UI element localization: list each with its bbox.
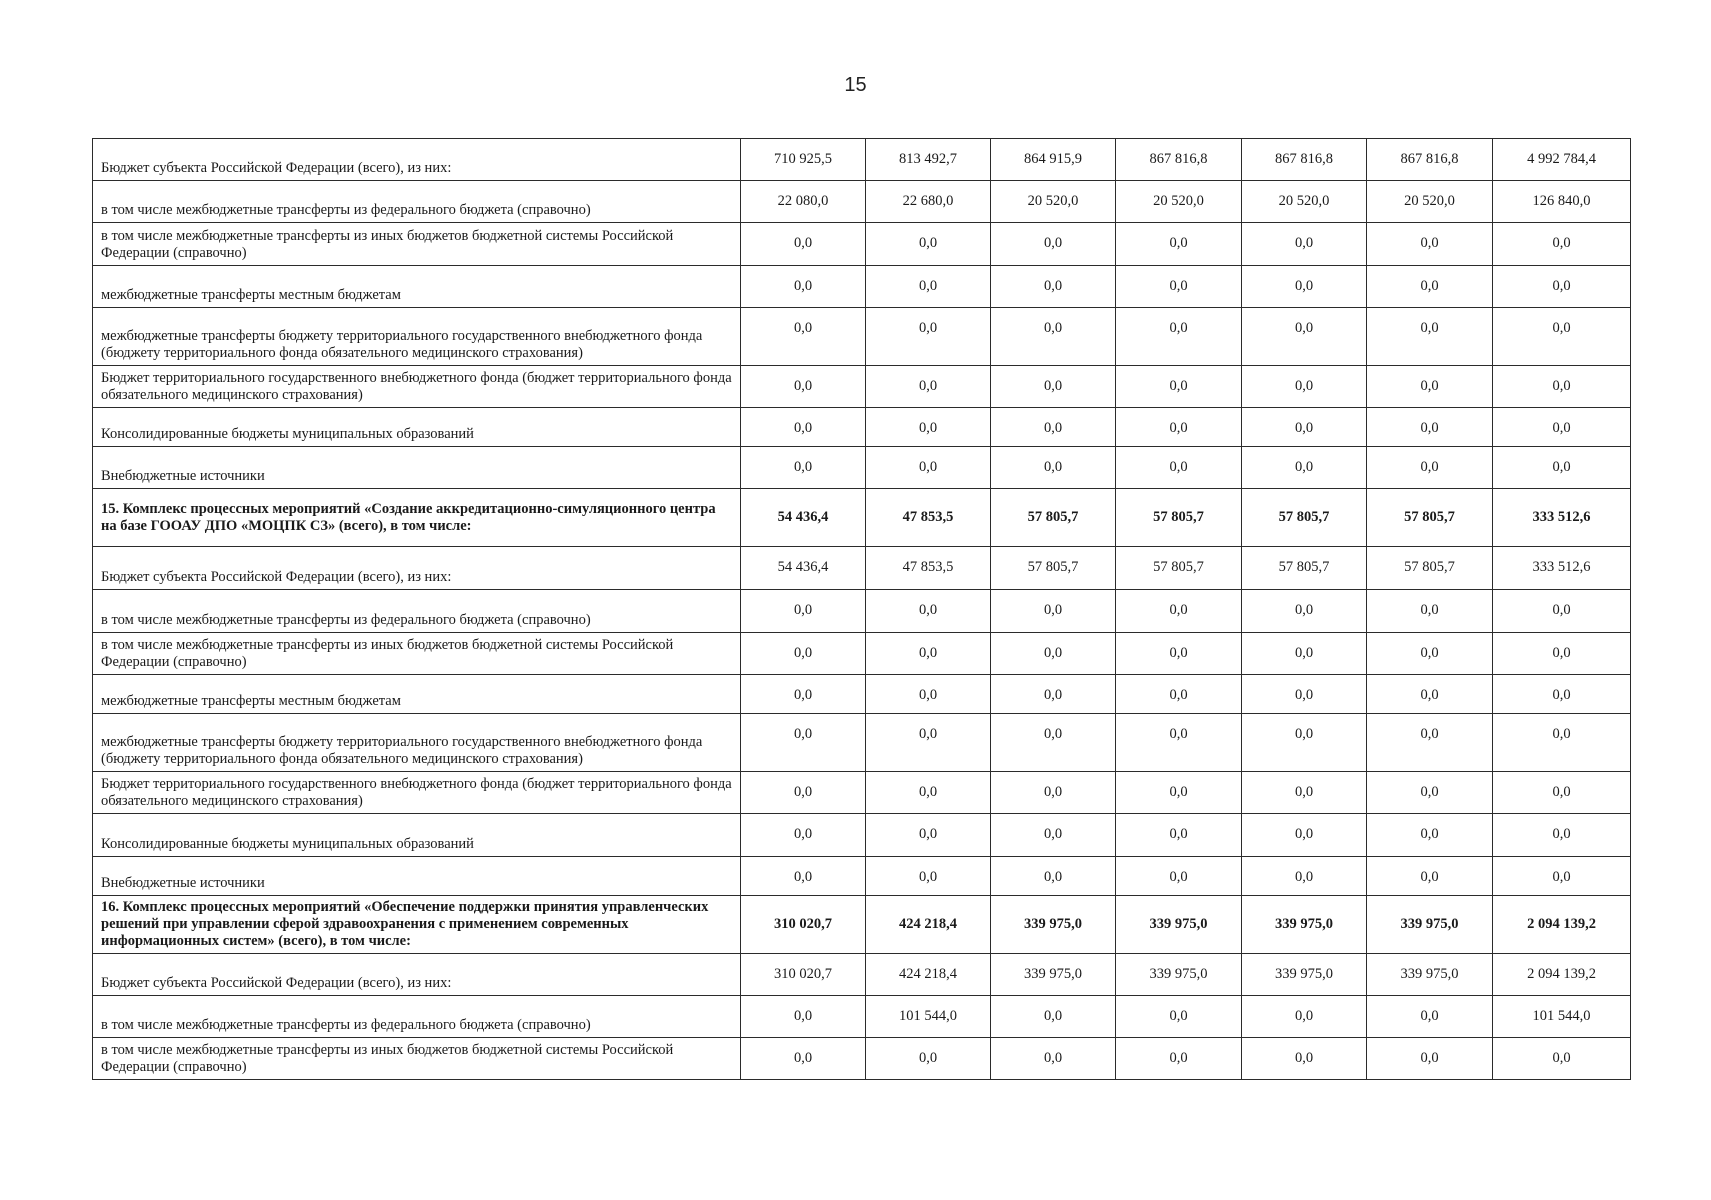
row-year-value: 47 853,5: [866, 489, 991, 547]
row-label: [93, 714, 741, 772]
row-year-value: 0,0: [1367, 814, 1493, 857]
row-label-text: Бюджет территориального государственного внебюджетного фонда (бюджет территориального фонда обязательного медицинского страхования): [101, 370, 732, 403]
table-row: [93, 408, 1631, 447]
row-year-value: 0,0: [741, 675, 866, 714]
row-year-value: 0,0: [741, 772, 866, 814]
row-year-value: 0,0: [741, 814, 866, 857]
row-year-value: 0,0: [1116, 447, 1242, 489]
row-year-value: 0,0: [1242, 1038, 1367, 1080]
row-year-value: 20 520,0: [991, 181, 1116, 223]
row-year-value: 0,0: [741, 447, 866, 489]
row-label-text: в том числе межбюджетные трансферты из иных бюджетов бюджетной системы Российской Федерации (справочно): [101, 228, 674, 261]
row-label-text: межбюджетные трансферты местным бюджетам: [101, 693, 401, 709]
row-year-value: 57 805,7: [1116, 489, 1242, 547]
row-year-value: 0,0: [866, 633, 991, 675]
table-row: [93, 633, 1631, 675]
row-year-value: 0,0: [1242, 633, 1367, 675]
row-year-value: 710 925,5: [741, 139, 866, 181]
row-year-value: 339 975,0: [1242, 896, 1367, 954]
table-row: [93, 181, 1631, 223]
row-label: [93, 954, 741, 996]
row-year-value: 54 436,4: [741, 547, 866, 590]
row-year-value: 22 680,0: [866, 181, 991, 223]
row-year-value: 57 805,7: [1242, 489, 1367, 547]
row-total-value: 4 992 784,4: [1493, 139, 1631, 181]
row-label-text: Консолидированные бюджеты муниципальных образований: [101, 836, 474, 852]
row-year-value: 0,0: [741, 590, 866, 633]
table-row: [93, 814, 1631, 857]
row-total-value: 0,0: [1493, 366, 1631, 408]
row-label: [93, 896, 741, 954]
row-label: [93, 139, 741, 181]
row-label-text: в том числе межбюджетные трансферты из федерального бюджета (справочно): [101, 202, 591, 218]
row-label: [93, 633, 741, 675]
row-year-value: 0,0: [991, 1038, 1116, 1080]
row-total-value: 0,0: [1493, 408, 1631, 447]
row-label-text: в том числе межбюджетные трансферты из иных бюджетов бюджетной системы Российской Федерации (справочно): [101, 1042, 674, 1075]
row-year-value: 0,0: [991, 408, 1116, 447]
row-label: [93, 772, 741, 814]
row-label: [93, 1038, 741, 1080]
row-year-value: 22 080,0: [741, 181, 866, 223]
row-year-value: 0,0: [866, 675, 991, 714]
row-label-text: Бюджет субъекта Российской Федерации (всего), из них:: [101, 569, 452, 585]
row-year-value: 0,0: [1242, 366, 1367, 408]
table-row: [93, 714, 1631, 772]
row-label-text: 16. Комплекс процессных мероприятий «Обеспечение поддержки принятия управленческих решений при управлении сферой здравоохранения с применением современных информационных систем» (всего), в том числе:: [101, 899, 709, 949]
row-year-value: 0,0: [866, 408, 991, 447]
table-row-section: [93, 489, 1631, 547]
row-year-value: 0,0: [1242, 857, 1367, 896]
row-label-text: Бюджет субъекта Российской Федерации (всего), из них:: [101, 975, 452, 991]
table-row: [93, 366, 1631, 408]
row-year-value: 867 816,8: [1116, 139, 1242, 181]
row-year-value: 0,0: [1367, 590, 1493, 633]
row-year-value: 0,0: [1242, 675, 1367, 714]
row-year-value: 57 805,7: [1367, 547, 1493, 590]
row-year-value: 0,0: [1116, 408, 1242, 447]
table-row: [93, 590, 1631, 633]
row-label: [93, 489, 741, 547]
row-year-value: 0,0: [1242, 408, 1367, 447]
table-row: [93, 675, 1631, 714]
row-year-value: 0,0: [741, 223, 866, 266]
row-year-value: 424 218,4: [866, 954, 991, 996]
row-year-value: 0,0: [866, 223, 991, 266]
row-year-value: 0,0: [991, 223, 1116, 266]
budget-table-body: [93, 139, 1631, 1080]
row-year-value: 0,0: [991, 714, 1116, 772]
row-year-value: 0,0: [1116, 1038, 1242, 1080]
row-year-value: 867 816,8: [1367, 139, 1493, 181]
row-year-value: 0,0: [1367, 675, 1493, 714]
row-year-value: 0,0: [1116, 590, 1242, 633]
row-total-value: 2 094 139,2: [1493, 954, 1631, 996]
row-label-text: Бюджет субъекта Российской Федерации (всего), из них:: [101, 160, 452, 176]
row-label: [93, 181, 741, 223]
row-year-value: 0,0: [1367, 223, 1493, 266]
row-total-value: 0,0: [1493, 447, 1631, 489]
row-year-value: 0,0: [741, 366, 866, 408]
row-year-value: 0,0: [1242, 772, 1367, 814]
row-year-value: 310 020,7: [741, 896, 866, 954]
row-year-value: 0,0: [1367, 996, 1493, 1038]
table-row: [93, 857, 1631, 896]
row-label-text: межбюджетные трансферты бюджету территориального государственного внебюджетного фонда (бюджету территориального фонда обязательного медицинского страхования): [101, 328, 703, 361]
row-label: [93, 223, 741, 266]
row-label: [93, 590, 741, 633]
row-year-value: 0,0: [741, 308, 866, 366]
page-number: 15: [844, 74, 867, 96]
row-year-value: 0,0: [1367, 308, 1493, 366]
row-year-value: 57 805,7: [1367, 489, 1493, 547]
table-row: [93, 139, 1631, 181]
row-year-value: 0,0: [866, 308, 991, 366]
row-year-value: 0,0: [866, 857, 991, 896]
row-year-value: 0,0: [741, 857, 866, 896]
row-year-value: 0,0: [1367, 408, 1493, 447]
row-year-value: 0,0: [741, 1038, 866, 1080]
row-year-value: 339 975,0: [991, 954, 1116, 996]
budget-table: [92, 138, 1631, 1080]
table-row-section: [93, 896, 1631, 954]
row-year-value: 0,0: [1367, 857, 1493, 896]
row-label-text: Внебюджетные источники: [101, 468, 265, 484]
row-year-value: 0,0: [741, 996, 866, 1038]
row-year-value: 0,0: [1367, 447, 1493, 489]
row-year-value: 0,0: [1116, 223, 1242, 266]
row-year-value: 0,0: [1242, 223, 1367, 266]
row-year-value: 864 915,9: [991, 139, 1116, 181]
row-year-value: 0,0: [741, 408, 866, 447]
row-year-value: 0,0: [1242, 266, 1367, 308]
row-year-value: 867 816,8: [1242, 139, 1367, 181]
row-total-value: 0,0: [1493, 633, 1631, 675]
row-label: [93, 408, 741, 447]
table-row: [93, 954, 1631, 996]
row-year-value: 339 975,0: [1242, 954, 1367, 996]
row-year-value: 339 975,0: [1116, 896, 1242, 954]
row-year-value: 0,0: [866, 714, 991, 772]
row-year-value: 101 544,0: [866, 996, 991, 1038]
row-total-value: 0,0: [1493, 814, 1631, 857]
row-year-value: 0,0: [991, 857, 1116, 896]
row-year-value: 0,0: [1116, 633, 1242, 675]
row-year-value: 0,0: [1367, 266, 1493, 308]
row-label: [93, 814, 741, 857]
table-row: [93, 547, 1631, 590]
row-year-value: 0,0: [991, 366, 1116, 408]
row-year-value: 0,0: [1242, 447, 1367, 489]
row-label-text: межбюджетные трансферты бюджету территориального государственного внебюджетного фонда (бюджету территориального фонда обязательного медицинского страхования): [101, 734, 703, 767]
row-year-value: 57 805,7: [1242, 547, 1367, 590]
row-label: [93, 996, 741, 1038]
row-total-value: 0,0: [1493, 675, 1631, 714]
row-year-value: 0,0: [1116, 308, 1242, 366]
row-label-text: Консолидированные бюджеты муниципальных образований: [101, 426, 474, 442]
row-total-value: 0,0: [1493, 266, 1631, 308]
row-total-value: 0,0: [1493, 857, 1631, 896]
row-year-value: 0,0: [1242, 590, 1367, 633]
row-year-value: 310 020,7: [741, 954, 866, 996]
row-total-value: 2 094 139,2: [1493, 896, 1631, 954]
row-year-value: 0,0: [866, 814, 991, 857]
row-year-value: 0,0: [991, 814, 1116, 857]
row-year-value: 0,0: [991, 675, 1116, 714]
row-year-value: 0,0: [991, 266, 1116, 308]
row-year-value: 54 436,4: [741, 489, 866, 547]
row-year-value: 0,0: [1367, 714, 1493, 772]
row-year-value: 0,0: [1116, 996, 1242, 1038]
row-label-text: межбюджетные трансферты местным бюджетам: [101, 287, 401, 303]
row-total-value: 0,0: [1493, 223, 1631, 266]
row-year-value: 0,0: [991, 308, 1116, 366]
row-total-value: 0,0: [1493, 772, 1631, 814]
row-label: [93, 266, 741, 308]
row-year-value: 0,0: [741, 266, 866, 308]
row-total-value: 333 512,6: [1493, 489, 1631, 547]
row-label: [93, 366, 741, 408]
row-total-value: 0,0: [1493, 714, 1631, 772]
row-label: [93, 675, 741, 714]
row-label: [93, 447, 741, 489]
row-year-value: 0,0: [1367, 633, 1493, 675]
table-row: [93, 996, 1631, 1038]
table-row: [93, 772, 1631, 814]
table-row: [93, 266, 1631, 308]
row-year-value: 0,0: [1116, 266, 1242, 308]
row-year-value: 20 520,0: [1242, 181, 1367, 223]
row-year-value: 0,0: [1367, 772, 1493, 814]
row-year-value: 813 492,7: [866, 139, 991, 181]
row-year-value: 0,0: [991, 633, 1116, 675]
row-year-value: 0,0: [991, 590, 1116, 633]
row-total-value: 101 544,0: [1493, 996, 1631, 1038]
row-year-value: 20 520,0: [1367, 181, 1493, 223]
row-year-value: 0,0: [866, 366, 991, 408]
row-total-value: 126 840,0: [1493, 181, 1631, 223]
row-year-value: 0,0: [866, 590, 991, 633]
row-label: [93, 857, 741, 896]
row-year-value: 0,0: [1242, 996, 1367, 1038]
row-total-value: 0,0: [1493, 590, 1631, 633]
row-total-value: 333 512,6: [1493, 547, 1631, 590]
row-label-text: в том числе межбюджетные трансферты из федерального бюджета (справочно): [101, 612, 591, 628]
row-year-value: 339 975,0: [1367, 896, 1493, 954]
table-row: [93, 223, 1631, 266]
row-year-value: 0,0: [991, 996, 1116, 1038]
row-label: [93, 547, 741, 590]
row-year-value: 0,0: [866, 1038, 991, 1080]
row-label-text: Внебюджетные источники: [101, 875, 265, 891]
row-year-value: 57 805,7: [1116, 547, 1242, 590]
row-label-text: Бюджет территориального государственного внебюджетного фонда (бюджет территориального фонда обязательного медицинского страхования): [101, 776, 732, 809]
table-row: [93, 308, 1631, 366]
row-year-value: 0,0: [1116, 714, 1242, 772]
row-year-value: 339 975,0: [991, 896, 1116, 954]
row-year-value: 0,0: [866, 447, 991, 489]
row-total-value: 0,0: [1493, 1038, 1631, 1080]
row-year-value: 0,0: [1116, 772, 1242, 814]
table-row: [93, 1038, 1631, 1080]
row-year-value: 57 805,7: [991, 547, 1116, 590]
row-year-value: 0,0: [1242, 814, 1367, 857]
row-year-value: 0,0: [1116, 814, 1242, 857]
row-year-value: 0,0: [991, 447, 1116, 489]
row-total-value: 0,0: [1493, 308, 1631, 366]
row-label: [93, 308, 741, 366]
row-year-value: 0,0: [1242, 714, 1367, 772]
table-row: [93, 447, 1631, 489]
row-year-value: 0,0: [991, 772, 1116, 814]
row-year-value: 339 975,0: [1367, 954, 1493, 996]
row-year-value: 0,0: [741, 633, 866, 675]
row-year-value: 57 805,7: [991, 489, 1116, 547]
row-year-value: 339 975,0: [1116, 954, 1242, 996]
row-year-value: 0,0: [1367, 1038, 1493, 1080]
row-year-value: 0,0: [866, 266, 991, 308]
row-year-value: 47 853,5: [866, 547, 991, 590]
row-year-value: 20 520,0: [1116, 181, 1242, 223]
row-label-text: в том числе межбюджетные трансферты из федерального бюджета (справочно): [101, 1017, 591, 1033]
row-year-value: 424 218,4: [866, 896, 991, 954]
row-year-value: 0,0: [1367, 366, 1493, 408]
row-label-text: 15. Комплекс процессных мероприятий «Создание аккредитационно-симуляционного центра на базе ГООАУ ДПО «МОЦПК СЗ» (всего), в том числе:: [101, 500, 716, 534]
row-year-value: 0,0: [1116, 366, 1242, 408]
row-year-value: 0,0: [1116, 857, 1242, 896]
row-year-value: 0,0: [1116, 675, 1242, 714]
row-year-value: 0,0: [1242, 308, 1367, 366]
row-year-value: 0,0: [866, 772, 991, 814]
row-year-value: 0,0: [741, 714, 866, 772]
row-label-text: в том числе межбюджетные трансферты из иных бюджетов бюджетной системы Российской Федерации (справочно): [101, 637, 674, 670]
